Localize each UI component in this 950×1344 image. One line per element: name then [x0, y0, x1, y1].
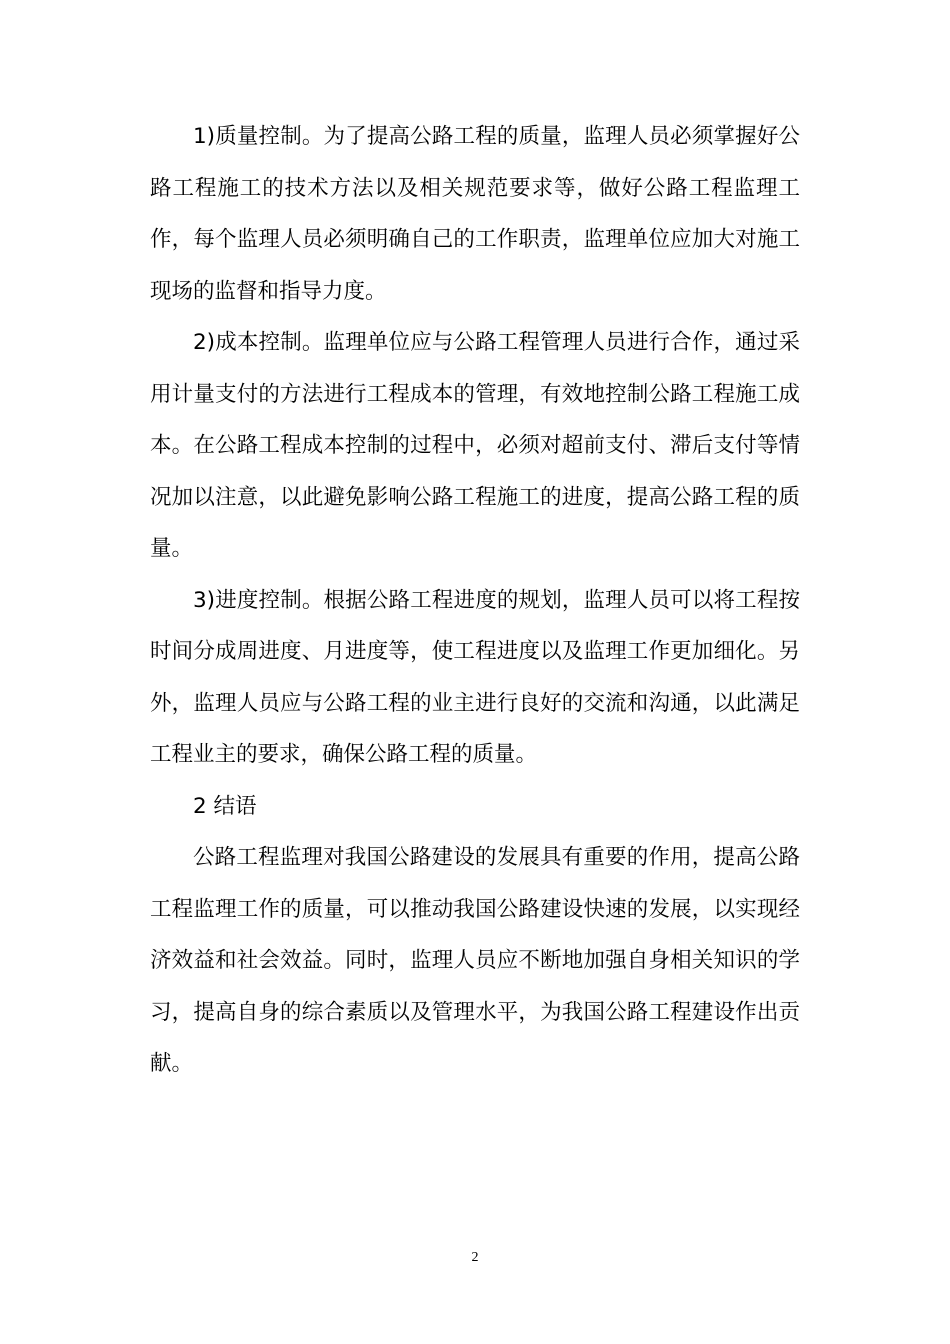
paragraph-cost-control: 2)成本控制。监理单位应与公路工程管理人员进行合作，通过采用计量支付的方法进行工程成本的管理，有效地控制公路工程施工成本。在公路工程成本控制的过程中，必须对超前支付、滞后支付等情况加以注意，以此避免影响公路工程施工的进度，提高公路工程的质量。 [150, 330, 800, 561]
paragraph-quality-control: 1)质量控制。为了提高公路工程的质量，监理人员必须掌握好公路工程施工的技术方法以及相关规范要求等，做好公路工程监理工作，每个监理人员必须明确自己的工作职责，监理单位应加大对施工现场的监督和指导力度。 [150, 124, 800, 304]
section-heading-conclusion: 2 结语 [193, 793, 257, 819]
paragraph-schedule-control: 3)进度控制。根据公路工程进度的规划，监理人员可以将工程按时间分成周进度、月进度等，使工程进度以及监理工作更加细化。另外，监理人员应与公路工程的业主进行良好的交流和沟通，以此满足工程业主的要求，确保公路工程的质量。 [150, 587, 800, 767]
page-number: 2 [471, 1250, 479, 1265]
paragraph-conclusion: 公路工程监理对我国公路建设的发展具有重要的作用，提高公路工程监理工作的质量，可以推动我国公路建设快速的发展，以实现经济效益和社会效益。同时，监理人员应不断地加强自身相关知识的学习，提高自身的综合素质以及管理水平，为我国公路工程建设作出贡献。 [150, 845, 800, 1076]
document-body [150, 111, 800, 1090]
